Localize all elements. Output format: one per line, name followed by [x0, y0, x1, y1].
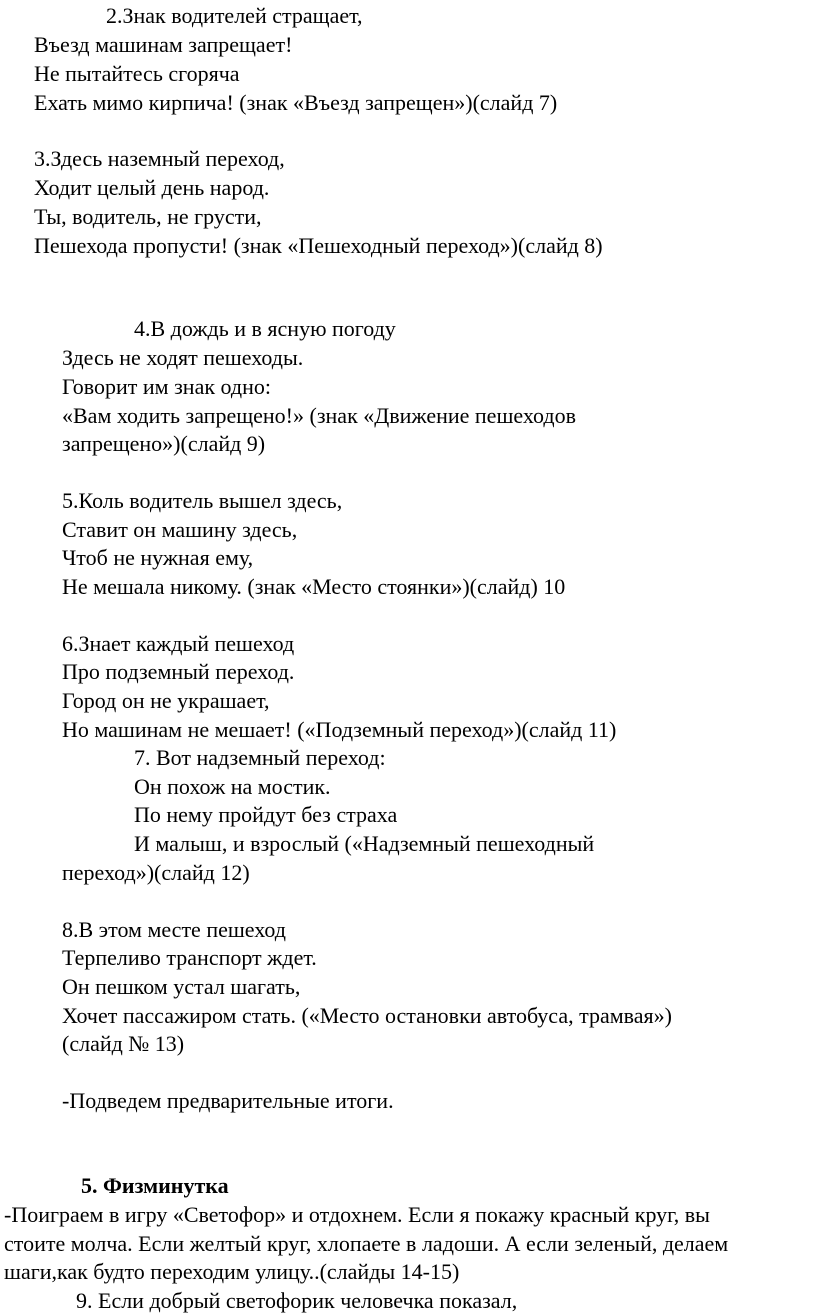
stanza-line: 4.В дождь и в ясную погоду	[134, 316, 396, 341]
stanza-line: Он пешком устал шагать,	[62, 974, 301, 999]
stanza-line: Ставит он машину здесь,	[62, 517, 298, 542]
stanza-line: запрещено»)(слайд 9)	[62, 431, 266, 456]
stanza-line: По нему пройдут без страха	[134, 802, 398, 827]
stanza-line: Терпеливо транспорт ждет.	[62, 945, 317, 970]
stanza-line: И малыш, и взрослый («Надземный пешеходный	[134, 831, 595, 856]
stanza-line: «Вам ходить запрещено!» (знак «Движение пешеходов	[62, 403, 576, 428]
stanza-line: Он похож на мостик.	[134, 774, 331, 799]
stanza-line: Ходит целый день народ.	[34, 175, 270, 200]
paragraph-line: стоите молча. Если желтый круг, хлопаете в ладоши. А если зеленый, делаем	[4, 1231, 729, 1256]
stanza-9-first-line: 9. Если добрый светофорик человечка показал,	[76, 1288, 518, 1313]
stanza-line: Город он не украшает,	[62, 688, 270, 713]
stanza-line: переход»)(слайд 12)	[62, 860, 250, 885]
stanza-line: Но машинам не мешает! («Подземный переход»)(слайд 11)	[62, 717, 617, 742]
stanza-line: Про подземный переход.	[62, 659, 295, 684]
stanza-line: 2.Знак водителей стращает,	[106, 3, 363, 28]
stanza-line: Не пытайтесь сгоряча	[34, 61, 240, 86]
stanza-line: 6.Знает каждый пешеход	[62, 631, 295, 656]
stanza-line: Чтоб не нужная ему,	[62, 545, 254, 570]
stanza-line: Говорит им знак одно:	[62, 374, 271, 399]
paragraph-line: шаги,как будто переходим улицу..(слайды 14-15)	[4, 1259, 460, 1284]
stanza-line: Здесь не ходят пешеходы.	[62, 345, 304, 370]
stanza-line: 5.Коль водитель вышел здесь,	[62, 488, 343, 513]
stanza-line: Ты, водитель, не грусти,	[34, 204, 262, 229]
stanza-line: Ехать мимо кирпича! (знак «Въезд запрещен»)(слайд 7)	[34, 90, 558, 115]
stanza-line: Въезд машинам запрещает!	[34, 32, 293, 57]
stanza-line: 7. Вот надземный переход:	[134, 745, 386, 770]
paragraph-line: -Поиграем в игру «Светофор» и отдохнем. Если я покажу красный круг, вы	[4, 1202, 710, 1227]
section-heading: 5. Физминутка	[81, 1173, 229, 1198]
stanza-line: Пешехода пропусти! (знак «Пешеходный переход»)(слайд 8)	[34, 233, 603, 258]
stanza-line: 8.В этом месте пешеход	[62, 917, 286, 942]
stanza-line: Не мешала никому. (знак «Место стоянки»)(слайд) 10	[62, 574, 566, 599]
stanza-line: 3.Здесь наземный переход,	[34, 146, 285, 171]
stanza-line: (слайд № 13)	[62, 1031, 185, 1056]
summary-line: -Подведем предварительные итоги.	[62, 1088, 394, 1113]
stanza-line: Хочет пассажиром стать. («Место остановки автобуса, трамвая»)	[62, 1003, 672, 1028]
